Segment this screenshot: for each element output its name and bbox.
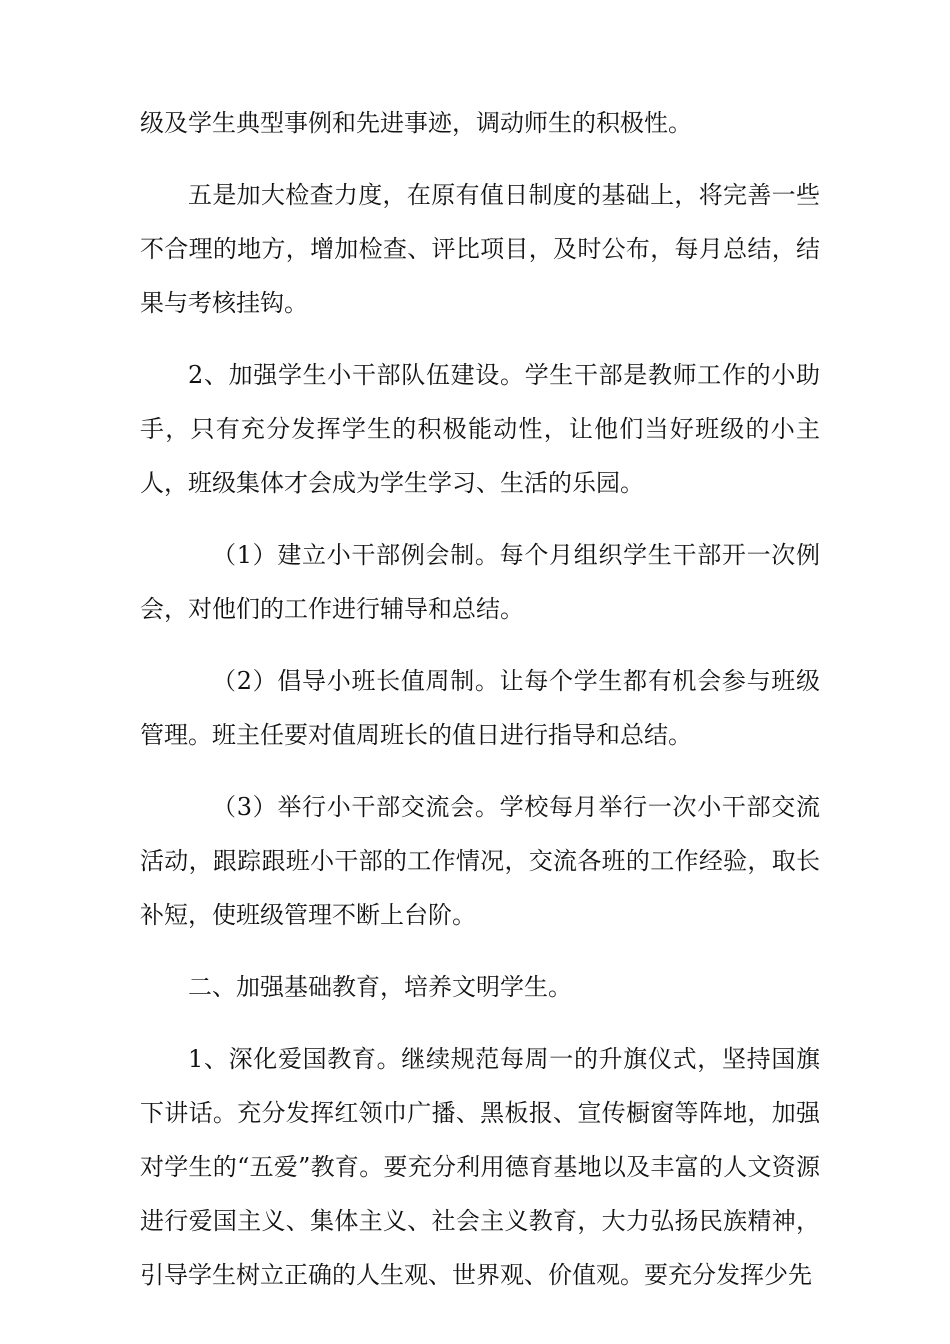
paragraph-item-1: （1）建立小干部例会制。每个月组织学生干部开一次例会，对他们的工作进行辅导和总结。 [140, 541, 820, 623]
section-heading: 二、加强基础教育，培养文明学生。 [188, 973, 572, 1001]
document-body [140, 96, 820, 1320]
paragraph-item-3: （3）举行小干部交流会。学校每月举行一次小干部交流活动，跟踪跟班小干部的工作情况，交流各班的工作经验，取长补短，使班级管理不断上台阶。 [140, 793, 820, 929]
paragraph-continuation: 级及学生典型事例和先进事迹，调动师生的积极性。 [140, 109, 692, 137]
paragraph-student-cadres: 2、加强学生小干部队伍建设。学生干部是教师工作的小助手，只有充分发挥学生的积极能动性，让他们当好班级的小主人，班级集体才会成为学生学习、生活的乐园。 [140, 361, 820, 497]
paragraph-item-2: （2）倡导小班长值周制。让每个学生都有机会参与班级管理。班主任要对值周班长的值日进行指导和总结。 [140, 667, 820, 749]
paragraph-inspection: 五是加大检查力度，在原有值日制度的基础上，将完善一些不合理的地方，增加检查、评比项目，及时公布，每月总结，结果与考核挂钩。 [140, 181, 820, 317]
paragraph-patriotic-education: 1、深化爱国教育。继续规范每周一的升旗仪式，坚持国旗下讲话。充分发挥红领巾广播、黑板报、宣传橱窗等阵地，加强对学生的“五爱”教育。要充分利用德育基地以及丰富的人文资源进行爱国主义、集体主义、社会主义教育，大力弘扬民族精神，引导学生树立正确的人生观、世界观、价值观。要充分发挥少先 [140, 1045, 820, 1289]
